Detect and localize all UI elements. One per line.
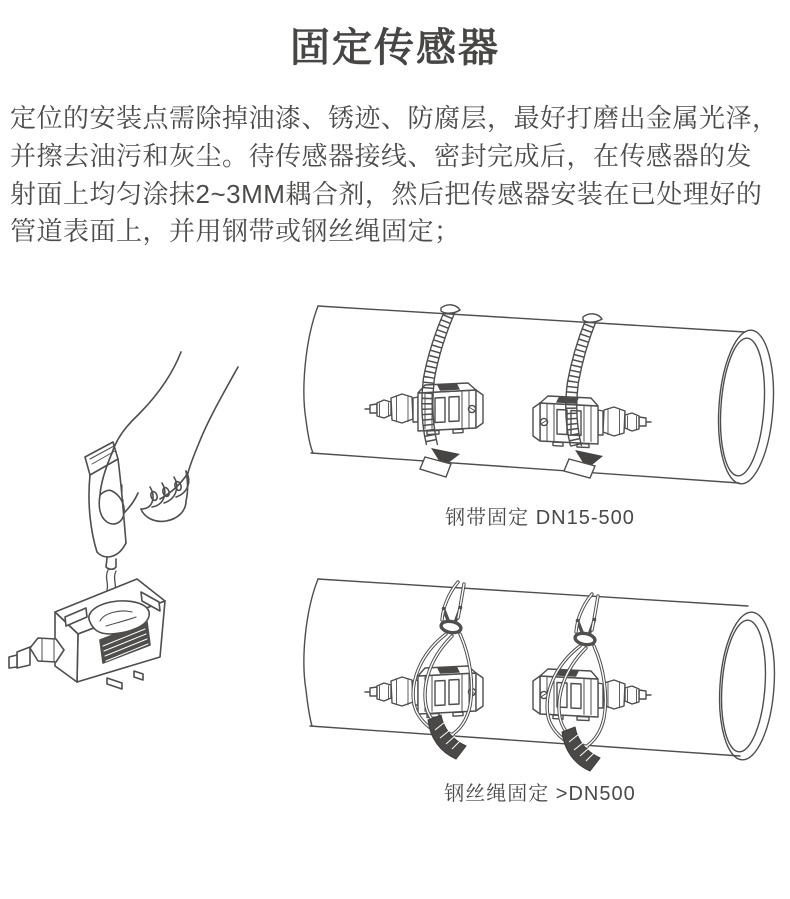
- intro-line-4: 管道表面上，并用钢带或钢丝绳固定；: [10, 216, 461, 247]
- intro-line-2: 并擦去油污和灰尘。待传感器接线、密封完成后，在传感器的发: [10, 140, 753, 171]
- steel-wire-mounting-figure: [290, 572, 790, 807]
- intro-line-3: 射面上均匀涂抹2~3MM耦合剂，然后把传感器安装在已处理好的: [10, 178, 763, 209]
- intro-paragraph: [10, 100, 780, 251]
- apply-couplant-figure: [8, 345, 258, 715]
- page-title: 固定传感器: [290, 26, 500, 70]
- steel-wire-caption: 钢丝绳固定 >DN500: [444, 783, 636, 805]
- steel-band-mounting-figure: [290, 278, 790, 508]
- steel-band-caption: 钢带固定 DN15-500: [445, 507, 635, 529]
- intro-line-1: 定位的安装点需除掉油漆、锈迹、防腐层，最好打磨出金属光泽，: [10, 103, 779, 133]
